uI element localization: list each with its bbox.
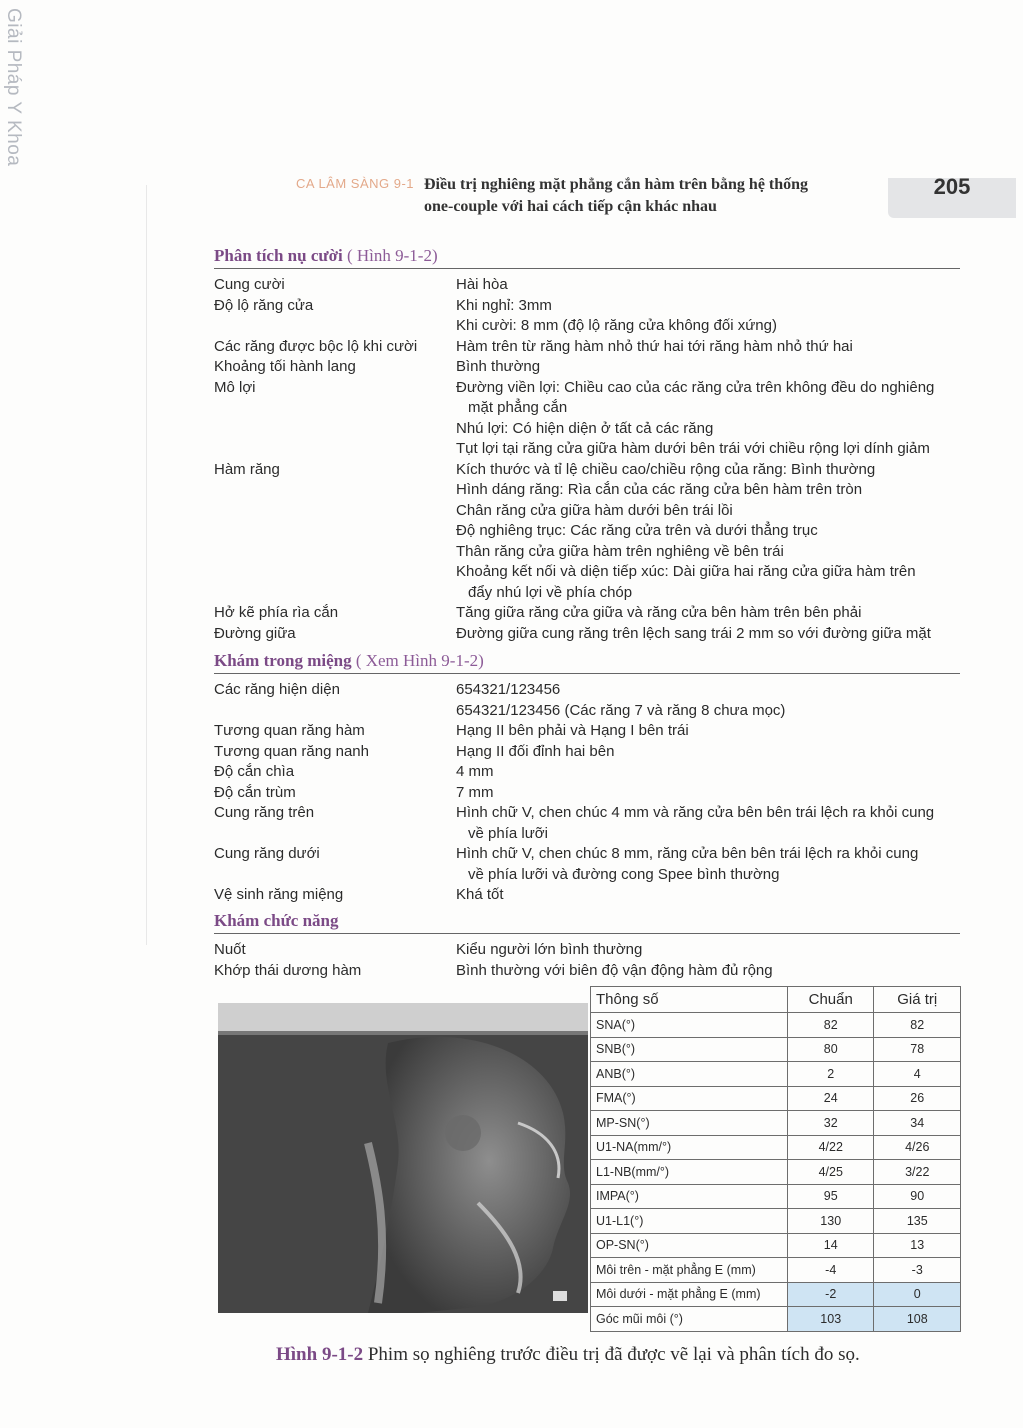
row-label: Hàm răng (214, 460, 280, 478)
value-line: Hình chữ V, chen chúc 8 mm, răng cửa bên bên trái lệch ra khỏi cung (456, 845, 919, 862)
table-row (591, 1086, 961, 1111)
row-value (456, 275, 960, 296)
intraoral-rows (214, 680, 960, 906)
row-value (456, 844, 960, 885)
row-label: Cung răng dưới (214, 845, 320, 862)
value-line: Kiểu người lớn bình thường (456, 941, 643, 958)
cell-norm: 32 (787, 1111, 874, 1136)
value-line: Tăng giữa răng cửa giữa và răng cửa bên hàm trên bên phải (456, 604, 862, 621)
value-line: Khi cười: 8 mm (độ lộ răng cửa không đối xứng) (456, 317, 777, 334)
cell-value: 26 (874, 1086, 961, 1111)
table-row (214, 337, 960, 358)
cell-value: 34 (874, 1111, 961, 1136)
figure-reference: ( Xem Hình 9-1-2) (355, 651, 484, 670)
row-value (456, 961, 960, 982)
value-line: 654321/123456 (Các răng 7 và răng 8 chưa mọc) (456, 701, 786, 719)
functional-rows (214, 940, 960, 981)
cell-value: 135 (874, 1209, 961, 1234)
case-label: CA LÂM SÀNG 9-1 (296, 176, 415, 191)
cell-parameter: MP-SN(°) (591, 1111, 788, 1136)
row-label: Tương quan răng nanh (214, 742, 369, 760)
column-header-parameter: Thông số (591, 987, 788, 1013)
table-row (214, 721, 960, 742)
table-row (591, 1258, 961, 1283)
row-label: Mô lợi (214, 378, 256, 396)
watermark: Giải Pháp Y Khoa (3, 8, 24, 167)
value-line: mặt phẳng cắn (468, 399, 568, 416)
smile-analysis-title (214, 246, 960, 269)
cell-value: 90 (874, 1184, 961, 1209)
row-label: Khoảng tối hành lang (214, 358, 356, 375)
row-value (456, 680, 960, 721)
row-label: Các răng hiện diện (214, 681, 340, 698)
section-heading: Phân tích nụ cười (214, 246, 343, 265)
row-value (456, 742, 960, 763)
value-line: về phía lưỡi (468, 824, 548, 842)
table-row (591, 1013, 961, 1038)
table-row (591, 1184, 961, 1209)
section-heading: Khám trong miệng (214, 651, 352, 670)
cell-norm: 95 (787, 1184, 874, 1209)
column-header-value: Giá trị (874, 987, 961, 1013)
value-line: Khi nghỉ: 3mm (456, 296, 552, 314)
cell-parameter: SNA(°) (591, 1013, 788, 1038)
margin-line (146, 185, 147, 945)
table-row (214, 275, 960, 296)
cell-parameter: IMPA(°) (591, 1184, 788, 1209)
value-line: Bình thường với biên độ vận động hàm đủ rộng (456, 961, 773, 979)
cell-norm: -2 (787, 1282, 874, 1307)
cell-parameter: SNB(°) (591, 1037, 788, 1062)
value-line: Nhú lợi: Có hiện diện ở tất cả các răng (456, 419, 714, 437)
cell-value: 0 (874, 1282, 961, 1307)
cell-norm: 4/25 (787, 1160, 874, 1185)
table-row (214, 762, 960, 783)
table-row (591, 1282, 961, 1307)
row-label: Vệ sinh răng miệng (214, 886, 344, 903)
table-row (214, 961, 960, 982)
table-row (214, 624, 960, 645)
intraoral-title (214, 651, 960, 674)
figure-label: Hình 9-1-2 (276, 1344, 364, 1365)
row-value (456, 357, 960, 378)
table-row (591, 1135, 961, 1160)
xray-drawing (218, 1003, 588, 1313)
value-line: Hài hòa (456, 276, 508, 293)
cell-parameter: OP-SN(°) (591, 1233, 788, 1258)
cell-parameter: FMA(°) (591, 1086, 788, 1111)
table-header-row (591, 987, 961, 1013)
value-line: 7 mm (456, 783, 494, 801)
cell-norm: 14 (787, 1233, 874, 1258)
table-row (214, 357, 960, 378)
functional-section (214, 911, 960, 981)
chapter-title-line1: Điều trị nghiêng mặt phẳng cắn hàm trên bằng hệ thống (424, 176, 809, 193)
functional-title (214, 911, 960, 934)
value-line: Khá tốt (456, 886, 504, 903)
row-label: Hở kẽ phía rìa cắn (214, 604, 339, 621)
table-row (591, 1160, 961, 1185)
table-row (214, 460, 960, 604)
row-label: Nuốt (214, 941, 246, 958)
cell-value: 3/22 (874, 1160, 961, 1185)
table-row (214, 378, 960, 460)
cell-value: 78 (874, 1037, 961, 1062)
row-label: Đường giữa (214, 624, 296, 642)
cell-norm: 82 (787, 1013, 874, 1038)
table-row (214, 940, 960, 961)
value-line: Đường viền lợi: Chiều cao của các răng cửa trên không đều do nghiêng (456, 378, 935, 396)
caption-text: Phim sọ nghiêng trước điều trị đã được vẽ lại và phân tích đo sọ. (363, 1344, 860, 1365)
value-line: Bình thường (456, 358, 541, 375)
row-label: Độ cắn trùm (214, 783, 296, 801)
cell-norm: -4 (787, 1258, 874, 1283)
row-label: Độ lộ răng cửa (214, 296, 314, 314)
cell-parameter: Môi dưới - mặt phẳng E (mm) (591, 1282, 788, 1307)
smile-rows (214, 275, 960, 644)
row-label: Khớp thái dương hàm (214, 961, 362, 979)
value-line: đẩy nhú lợi về phía chóp (468, 583, 633, 601)
table-row (214, 296, 960, 337)
table-row (591, 1111, 961, 1136)
row-value (456, 624, 960, 645)
cell-value: -3 (874, 1258, 961, 1283)
value-line: Hạng II đối đỉnh hai bên (456, 742, 615, 760)
table-row (591, 1307, 961, 1332)
smile-analysis-section (214, 246, 960, 644)
table-row (214, 680, 960, 721)
row-value (456, 721, 960, 742)
row-value (456, 885, 960, 906)
page-tab (888, 174, 1016, 218)
cell-parameter: Góc mũi môi (°) (591, 1307, 788, 1332)
cell-norm: 80 (787, 1037, 874, 1062)
cell-norm: 130 (787, 1209, 874, 1234)
row-value (456, 603, 960, 624)
value-line: Hàm trên từ răng hàm nhỏ thứ hai tới răng hàm nhỏ thứ hai (456, 337, 853, 355)
table-row (214, 742, 960, 763)
cell-parameter: ANB(°) (591, 1062, 788, 1087)
value-line: 654321/123456 (456, 681, 561, 698)
value-line: Đường giữa cung răng trên lệch sang trái 2 mm so với đường giữa mặt (456, 624, 931, 642)
cell-value: 108 (874, 1307, 961, 1332)
cell-value: 82 (874, 1013, 961, 1038)
value-line: Kích thước và tỉ lệ chiều cao/chiều rộng của răng: Bình thường (456, 460, 876, 478)
row-label: Độ cắn chìa (214, 763, 295, 780)
table-row (214, 803, 960, 844)
value-line: Độ nghiêng trục: Các răng cửa trên và dưới thẳng trục (456, 522, 818, 539)
cell-norm: 24 (787, 1086, 874, 1111)
cell-parameter: U1-L1(°) (591, 1209, 788, 1234)
table-row (591, 1233, 961, 1258)
row-value (456, 296, 960, 337)
row-value (456, 783, 960, 804)
table-row (591, 1209, 961, 1234)
cell-parameter: L1-NB(mm/°) (591, 1160, 788, 1185)
cell-parameter: U1-NA(mm/°) (591, 1135, 788, 1160)
row-value (456, 762, 960, 783)
table-row (591, 1037, 961, 1062)
cephalometric-xray-image (218, 1003, 588, 1313)
cell-norm: 103 (787, 1307, 874, 1332)
value-line: Tụt lợi tại răng cửa giữa hàm dưới bên trái với chiều rộng lợi dính giảm (456, 440, 930, 457)
value-line: Chân răng cửa giữa hàm dưới bên trái lồi (456, 501, 733, 519)
cell-parameter: Môi trên - mặt phẳng E (mm) (591, 1258, 788, 1283)
figure-reference: ( Hình 9-1-2) (346, 246, 438, 265)
row-value (456, 337, 960, 358)
value-line: về phía lưỡi và đường cong Spee bình thường (468, 865, 780, 883)
row-value (456, 940, 960, 961)
table-row (214, 603, 960, 624)
row-value (456, 803, 960, 844)
cell-value: 4 (874, 1062, 961, 1087)
table-row (214, 885, 960, 906)
chapter-title (424, 174, 894, 218)
row-value (456, 378, 960, 460)
table-row (591, 1062, 961, 1087)
value-line: Hạng II bên phải và Hạng I bên trái (456, 722, 689, 739)
row-label: Tương quan răng hàm (214, 722, 365, 739)
figure-caption (276, 1344, 860, 1366)
row-label: Các răng được bộc lộ khi cười (214, 337, 418, 355)
value-line: Hình chữ V, chen chúc 4 mm và răng cửa bên bên trái lệch ra khỏi cung (456, 804, 935, 821)
cell-value: 13 (874, 1233, 961, 1258)
chapter-title-line2: one-couple với hai cách tiếp cận khác nhau (424, 198, 717, 215)
value-line: Thân răng cửa giữa hàm trên nghiêng về bên trái (456, 542, 784, 560)
page-number: 205 (933, 174, 971, 199)
cell-norm: 2 (787, 1062, 874, 1087)
row-label: Cung răng trên (214, 804, 315, 821)
section-heading: Khám chức năng (214, 911, 339, 930)
table-row (214, 783, 960, 804)
cell-norm: 4/22 (787, 1135, 874, 1160)
column-header-norm: Chuẩn (787, 987, 874, 1013)
intraoral-section (214, 651, 960, 906)
value-line: Khoảng kết nối và diện tiếp xúc: Dài giữa hai răng cửa giữa hàm trên (456, 563, 916, 580)
value-line: Hình dáng răng: Rìa cắn của các răng cửa bên hàm trên tròn (456, 481, 863, 498)
cell-value: 4/26 (874, 1135, 961, 1160)
value-line: 4 mm (456, 763, 494, 780)
row-label: Cung cười (214, 276, 285, 293)
table-row (214, 844, 960, 885)
row-value (456, 460, 960, 604)
cephalometric-table (590, 986, 961, 1332)
